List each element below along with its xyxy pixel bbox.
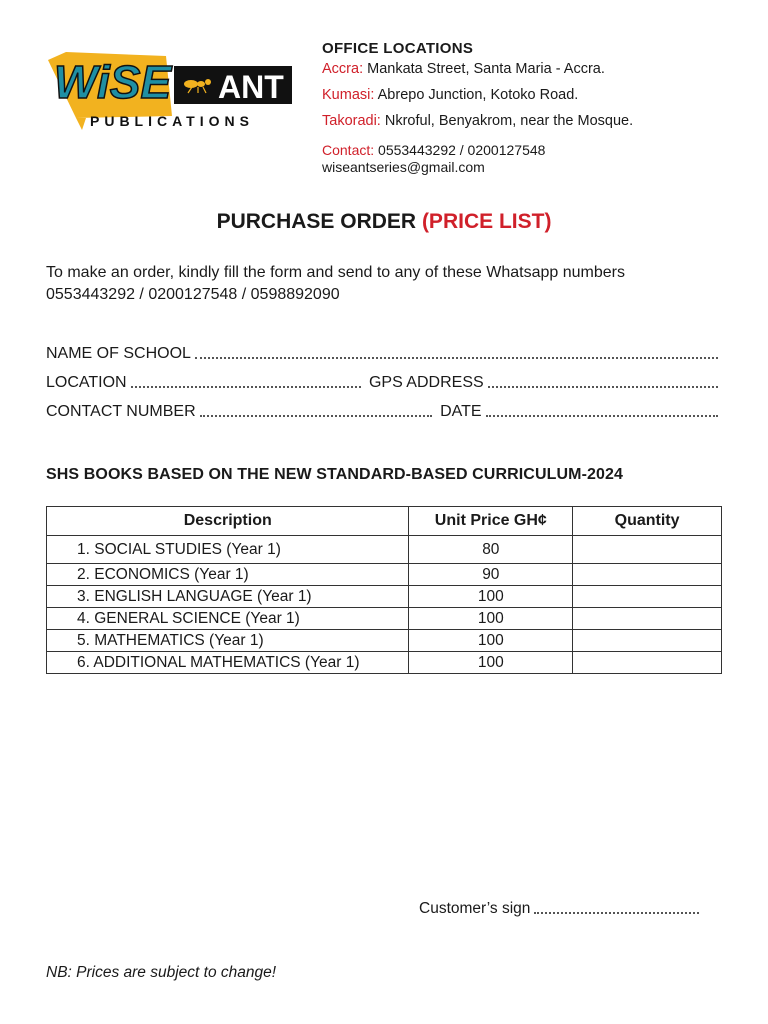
row-description: 6. ADDITIONAL MATHEMATICS (Year 1) [47,652,409,674]
row-description: 5. MATHEMATICS (Year 1) [47,630,409,652]
logo-ant-text: ANT [218,69,284,105]
wise-ant-logo [46,46,294,132]
row-price: 100 [409,608,573,630]
school-name-label: NAME OF SCHOOL [46,345,191,362]
table-row [47,608,722,630]
office-takoradi-address: Nkroful, Benyakrom, near the Mosque. [384,113,634,129]
intro-text [46,262,625,306]
office-kumasi-label: Kumasi: [322,87,375,103]
office-accra-label: Accra: [322,61,364,77]
row-description: 1. SOCIAL STUDIES (Year 1) [47,536,409,564]
gps-field[interactable] [488,374,718,392]
header-quantity: Quantity [573,507,722,536]
date-field[interactable] [486,403,718,421]
contact-label: Contact: [322,142,375,158]
office-locations-heading: OFFICE LOCATIONS [322,40,474,57]
contact-email: wiseantseries@gmail.com [322,159,485,175]
header-description: Description [47,507,409,536]
intro-line-1: To make an order, kindly fill the form and send to any of these Whatsapp numbers [46,264,625,281]
contact-number-label: CONTACT NUMBER [46,403,196,420]
row-description: 4. GENERAL SCIENCE (Year 1) [47,608,409,630]
contact-phones: 0553443292 / 0200127548 [378,142,546,158]
location-label: LOCATION [46,374,127,391]
row-description: 3. ENGLISH LANGUAGE (Year 1) [47,586,409,608]
contact-block [322,142,545,176]
table-header-row [47,507,722,536]
office-accra-address: Mankata Street, Santa Maria - Accra. [367,61,605,77]
office-takoradi [322,113,633,129]
page-title [0,210,768,234]
price-note: NB: Prices are subject to change! [46,964,277,981]
row-description: 2. ECONOMICS (Year 1) [47,564,409,586]
table-row [47,652,722,674]
section-heading: SHS BOOKS BASED ON THE NEW STANDARD-BASED CURRICULUM-2024 [46,466,623,483]
row-quantity-cell[interactable] [573,586,722,608]
row-price: 90 [409,564,573,586]
customer-sign-label: Customer’s sign [419,900,531,917]
row-quantity-cell[interactable] [573,652,722,674]
school-name-row [46,345,722,363]
office-accra [322,61,605,77]
row-quantity-cell[interactable] [573,536,722,564]
row-quantity-cell[interactable] [573,630,722,652]
row-price: 100 [409,586,573,608]
office-kumasi [322,87,578,103]
school-name-field[interactable] [195,345,718,363]
table-row [47,536,722,564]
table-row [47,630,722,652]
logo-publications-text: PUBLICATIONS [90,113,254,129]
gps-label: GPS ADDRESS [368,374,484,391]
intro-line-2: 0553443292 / 0200127548 / 0598892090 [46,286,340,303]
header-unit-price: Unit Price GH¢ [409,507,573,536]
location-field[interactable] [131,374,361,392]
logo-pointer [76,118,86,130]
row-price: 100 [409,652,573,674]
row-quantity-cell[interactable] [573,564,722,586]
customer-sign-field[interactable] [534,900,699,918]
title-sub: (PRICE LIST) [421,210,552,233]
logo-wise-text: WiSE [54,56,172,108]
table-row [47,564,722,586]
row-quantity-cell[interactable] [573,608,722,630]
table-row [47,586,722,608]
date-label: DATE [440,403,482,420]
row-price: 80 [409,536,573,564]
contact-number-field[interactable] [200,403,432,421]
price-table [46,506,722,674]
contact-row [46,403,722,421]
office-takoradi-label: Takoradi: [322,113,381,129]
row-price: 100 [409,630,573,652]
location-row [46,374,722,392]
office-kumasi-address: Abrepo Junction, Kotoko Road. [377,87,579,103]
title-main: PURCHASE ORDER [216,210,417,233]
customer-sign-row [419,900,703,918]
